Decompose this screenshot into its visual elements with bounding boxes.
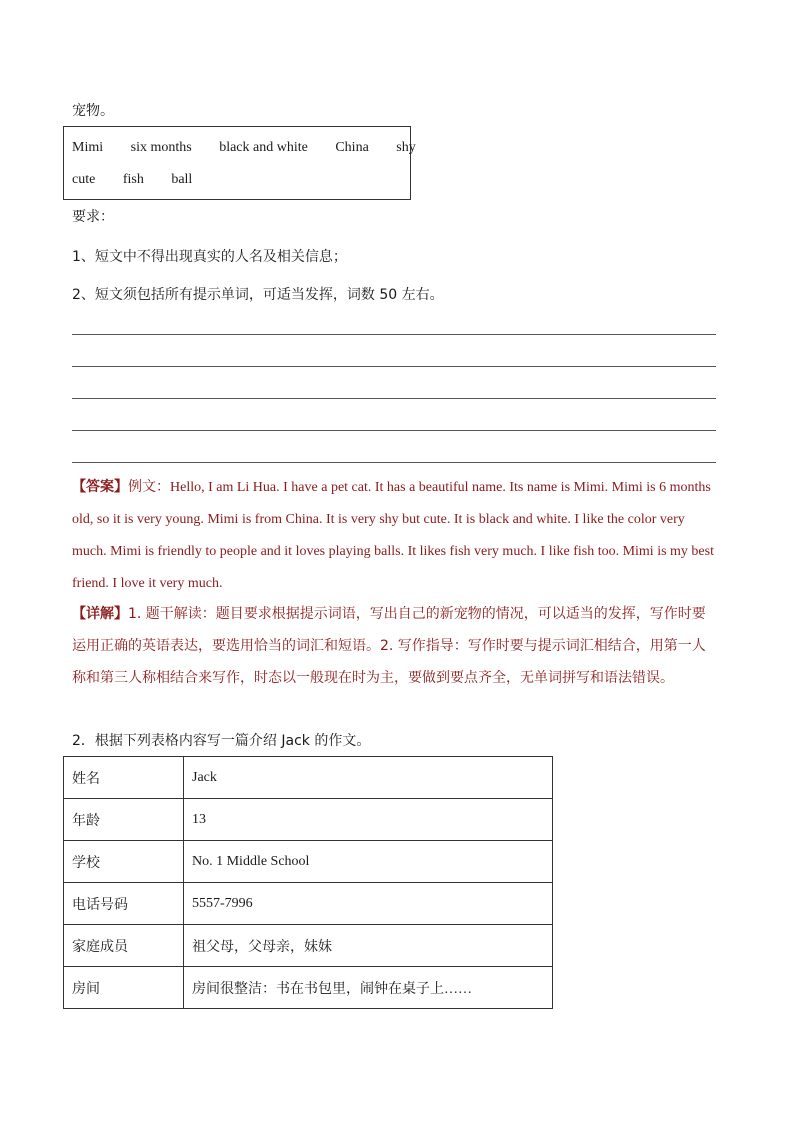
answer-block xyxy=(72,471,716,600)
word-box xyxy=(63,126,416,200)
table-value: No. 1 Middle School xyxy=(184,841,553,883)
table-row xyxy=(64,799,553,841)
word-item: black and white xyxy=(219,140,308,155)
table-key: 电话号码 xyxy=(64,883,184,925)
table-row xyxy=(64,757,553,799)
word-item: cute xyxy=(72,172,96,187)
table-row xyxy=(64,883,553,925)
detail-block xyxy=(72,598,716,694)
requirement-1: 1、短文中不得出现真实的人名及相关信息； xyxy=(72,249,347,265)
word-item: fish xyxy=(122,172,144,187)
detail-text: 1. 题干解读：题目要求根据提示词语，写出自己的新宠物的情况，可以适当的发挥，写作时要运用正确的英语表达，要选用恰当的词汇和短语。2. 写作指导：写作时要与提示词汇相结合，用第一人称和第三人称相结合来写作，时态以一般现在时为主，要做到要点齐全，无单词拼写和语法错误。 xyxy=(72,606,706,686)
table-value: 5557-7996 xyxy=(184,883,553,925)
writing-line xyxy=(72,462,716,463)
info-table xyxy=(63,756,553,1009)
table-value: Jack xyxy=(184,757,553,799)
word-item: six months xyxy=(130,140,192,155)
table-row xyxy=(64,925,553,967)
requirement-2: 2、短文须包括所有提示单词，可适当发挥，词数 50 左右。 xyxy=(72,287,444,303)
table-key: 年龄 xyxy=(64,799,184,841)
writing-line xyxy=(72,398,716,399)
table-row xyxy=(64,967,553,1009)
table-key: 姓名 xyxy=(64,757,184,799)
writing-line xyxy=(72,430,716,431)
requirements-title: 要求： xyxy=(72,209,114,225)
word-item: ball xyxy=(171,172,193,187)
table-value: 祖父母，父母亲，妹妹 xyxy=(184,925,553,967)
table-key: 家庭成员 xyxy=(64,925,184,967)
word-row-2 xyxy=(72,172,216,188)
word-item: Mimi xyxy=(72,140,104,155)
detail-tag: 【详解】 xyxy=(72,606,128,622)
word-row-1 xyxy=(72,140,440,156)
intro-tail: 宠物。 xyxy=(72,103,114,119)
table-row xyxy=(64,841,553,883)
word-item: shy xyxy=(396,140,416,155)
writing-line xyxy=(72,366,716,367)
answer-text: Hello, I am Li Hua. I have a pet cat. It has a beautiful name. Its name is Mimi. Mimi is 6 months old, so it is very young. Mimi is from China. It is very shy but cute. It is black and white. I like the color very much. Mimi is friendly to people and it loves playing balls. It likes fish very much. I like fish too. Mimi is my best friend. I love it very much. xyxy=(72,480,714,591)
table-value: 房间很整洁：书在书包里，闹钟在桌子上…… xyxy=(184,967,553,1009)
word-item: China xyxy=(335,140,369,155)
table-value: 13 xyxy=(184,799,553,841)
question-2: 2．根据下列表格内容写一篇介绍 Jack 的作文。 xyxy=(72,733,371,749)
table-key: 房间 xyxy=(64,967,184,1009)
answer-prefix: 例文： xyxy=(128,479,170,495)
writing-line xyxy=(72,334,716,335)
table-key: 学校 xyxy=(64,841,184,883)
answer-tag: 【答案】 xyxy=(72,479,128,495)
